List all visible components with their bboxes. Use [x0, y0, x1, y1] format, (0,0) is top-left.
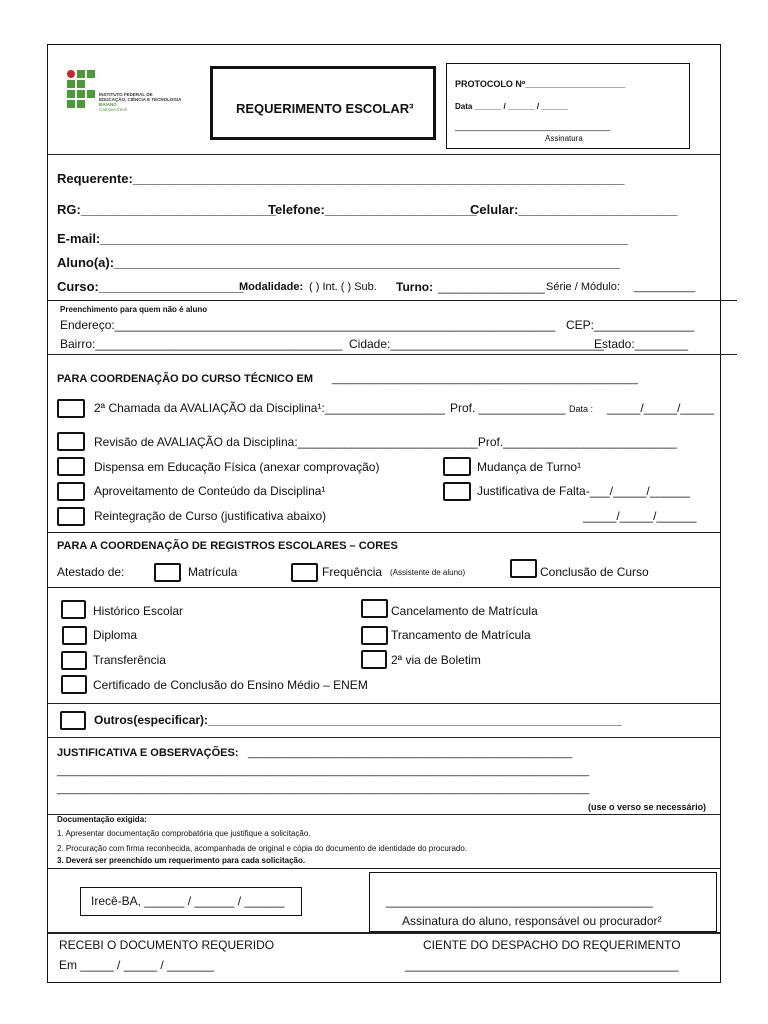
trancamento-checkbox[interactable]	[361, 626, 388, 645]
curso-field[interactable]: Curso:____________________	[57, 279, 244, 294]
segunda-chamada-checkbox[interactable]	[57, 399, 85, 418]
logo-text-line-1: INSTITUTO FEDERAL DE	[99, 92, 153, 97]
transferencia-label: Transferência	[93, 653, 166, 667]
aproveitamento-checkbox[interactable]	[57, 482, 85, 501]
page-title: REQUERIMENTO ESCOLAR³	[236, 101, 414, 116]
telefone-field[interactable]: Telefone:_____________________	[268, 202, 477, 217]
serie-modulo-field[interactable]: __________	[634, 281, 696, 293]
protocol-date-field[interactable]: Data ______ / ______ / ______	[455, 102, 568, 111]
requerente-field[interactable]: Requerente:____________________________________________________________________	[57, 171, 625, 186]
celular-field[interactable]: Celular:______________________	[470, 202, 678, 217]
protocol-signature-line[interactable]: _______________________________	[455, 121, 611, 131]
protocol-number-field[interactable]: PROTOCOLO Nº____________________	[455, 79, 626, 89]
revisao-avaliacao-checkbox[interactable]	[57, 432, 85, 451]
historico-label: Histórico Escolar	[93, 604, 184, 618]
segunda-chamada-label: 2ª Chamada da AVALIAÇÃO da Disciplina¹:__________________	[94, 401, 445, 415]
documentacao-heading: Documentação exigida:	[57, 815, 147, 824]
revisao-avaliacao-label[interactable]: Revisão de AVALIAÇÃO da Disciplina:___________________________Prof.__________________________	[94, 435, 677, 449]
turno-label: Turno:	[396, 280, 434, 294]
cancelamento-label: Cancelamento de Matrícula	[391, 604, 538, 618]
cancelamento-checkbox[interactable]	[361, 599, 388, 618]
documentacao-item-2: 2. Procuração com firma reconhecida, acompanhada de original e cópia do documento de identidade do procurado.	[57, 844, 468, 853]
aluno-field[interactable]: Aluno(a):______________________________________________________________________	[57, 255, 621, 270]
logo-red-dot-icon	[67, 70, 75, 78]
reintegracao-date[interactable]: _____/_____/______	[583, 509, 697, 523]
reintegracao-label: Reintegração de Curso (justificativa abaixo)	[94, 509, 327, 523]
recebi-date-field[interactable]: Em _____ / _____ / _______	[59, 958, 214, 972]
reintegracao-checkbox[interactable]	[57, 507, 85, 526]
coordenacao-tecnico-heading: PARA COORDENAÇÃO DO CURSO TÉCNICO EM	[57, 373, 314, 385]
justificativa-line-2[interactable]: _______________________________________________________________________________________	[57, 783, 590, 795]
trancamento-label: Trancamento de Matrícula	[391, 628, 531, 642]
nao-aluno-heading: Preenchimento para quem não é aluno	[60, 305, 208, 314]
mudanca-turno-label: Mudança de Turno¹	[477, 460, 582, 474]
cep-field[interactable]: CEP:_______________	[566, 318, 695, 332]
conclusao-curso-label: Conclusão de Curso	[540, 565, 649, 579]
ciente-signature-line[interactable]: _________________________________________	[405, 958, 679, 972]
segunda-chamada-prof[interactable]: Prof. _____________	[450, 401, 566, 415]
logo-text-line-2: EDUCAÇÃO, CIÊNCIA E TECNOLOGIA	[99, 97, 182, 102]
protocol-signature-label: Assinatura	[545, 134, 583, 143]
justificativa-heading: JUSTIFICATIVA E OBSERVAÇÕES:	[57, 747, 239, 759]
aproveitamento-label: Aproveitamento de Conteúdo da Disciplina¹	[94, 484, 326, 498]
modalidade-label: Modalidade:	[239, 281, 304, 293]
segunda-chamada-date[interactable]: _____/_____/_____	[607, 401, 714, 415]
estado-field[interactable]: Estado:________	[594, 337, 689, 351]
modalidade-options[interactable]: ( ) Int. ( ) Sub.	[309, 281, 377, 293]
recebi-label: RECEBI O DOCUMENTO REQUERIDO	[59, 938, 275, 952]
institute-logo	[57, 62, 187, 118]
email-field[interactable]: E-mail:_________________________________________________________________________	[57, 231, 629, 246]
boletim-checkbox[interactable]	[361, 650, 387, 669]
diploma-checkbox[interactable]	[62, 626, 87, 645]
dispensa-ef-label: Dispensa em Educação Física (anexar comprovação)	[94, 460, 380, 474]
cidade-field[interactable]: Cidade:________________________________	[349, 337, 604, 351]
verso-note: (use o verso se necessário)	[588, 802, 707, 812]
boletim-label: 2ª via de Boletim	[391, 653, 481, 667]
frequencia-label: Frequência	[322, 565, 383, 579]
transferencia-checkbox[interactable]	[61, 651, 87, 670]
documentacao-item-1: 1. Apresentar documentação comprobatória que justifique a solicitação.	[57, 829, 311, 838]
matricula-checkbox[interactable]	[154, 563, 181, 582]
mudanca-turno-checkbox[interactable]	[443, 457, 471, 476]
justificativa-line-1[interactable]: _______________________________________________________________________________________	[57, 765, 590, 777]
serie-modulo-label: Série / Módulo:	[546, 281, 620, 293]
documentacao-item-3: 3. Deverá ser preenchido um requerimento para cada solicitação.	[57, 856, 306, 865]
historico-checkbox[interactable]	[61, 600, 86, 619]
ciente-label: CIENTE DO DESPACHO DO REQUERIMENTO	[423, 938, 681, 952]
diploma-label: Diploma	[93, 628, 138, 642]
endereco-field[interactable]: Endereço:__________________________________________________________________	[60, 318, 556, 332]
frequencia-note: (Assistente de aluno)	[390, 568, 466, 577]
justificativa-falta-checkbox[interactable]	[443, 482, 471, 501]
matricula-label: Matrícula	[188, 565, 238, 579]
signature-label: Assinatura do aluno, responsável ou procurador²	[402, 914, 662, 928]
certificado-checkbox[interactable]	[61, 675, 87, 694]
local-date-field[interactable]: Irecê-BA, ______ / ______ / ______	[91, 894, 285, 908]
bairro-field[interactable]: Bairro:_____________________________________	[60, 337, 343, 351]
frequencia-checkbox[interactable]	[291, 563, 318, 582]
turno-field[interactable]: ________________	[438, 280, 545, 294]
atestado-label: Atestado de:	[57, 565, 125, 579]
certificado-label: Certificado de Conclusão do Ensino Médio – ENEM	[93, 678, 368, 692]
justificativa-falta-label[interactable]: Justificativa de Falta-___/_____/______	[477, 484, 690, 498]
logo-text-line-3: BAIANO	[99, 102, 117, 107]
conclusao-curso-checkbox[interactable]	[510, 559, 537, 578]
rg-field[interactable]: RG:___________________________	[57, 202, 277, 217]
outros-checkbox[interactable]	[60, 711, 86, 730]
logo-text-line-4: Campus Irecê	[99, 107, 128, 112]
registros-heading: PARA A COORDENAÇÃO DE REGISTROS ESCOLARES – CORES	[57, 540, 398, 552]
curso-tecnico-field[interactable]: __________________________________________________	[332, 373, 638, 385]
signature-line[interactable]: ________________________________________	[386, 894, 653, 908]
outros-field[interactable]: Outros(especificar):______________________________________________________________	[94, 713, 622, 727]
dispensa-ef-checkbox[interactable]	[57, 457, 85, 476]
segunda-chamada-data-label: Data :	[569, 404, 594, 414]
justificativa-line-0[interactable]: _____________________________________________________	[248, 747, 573, 759]
